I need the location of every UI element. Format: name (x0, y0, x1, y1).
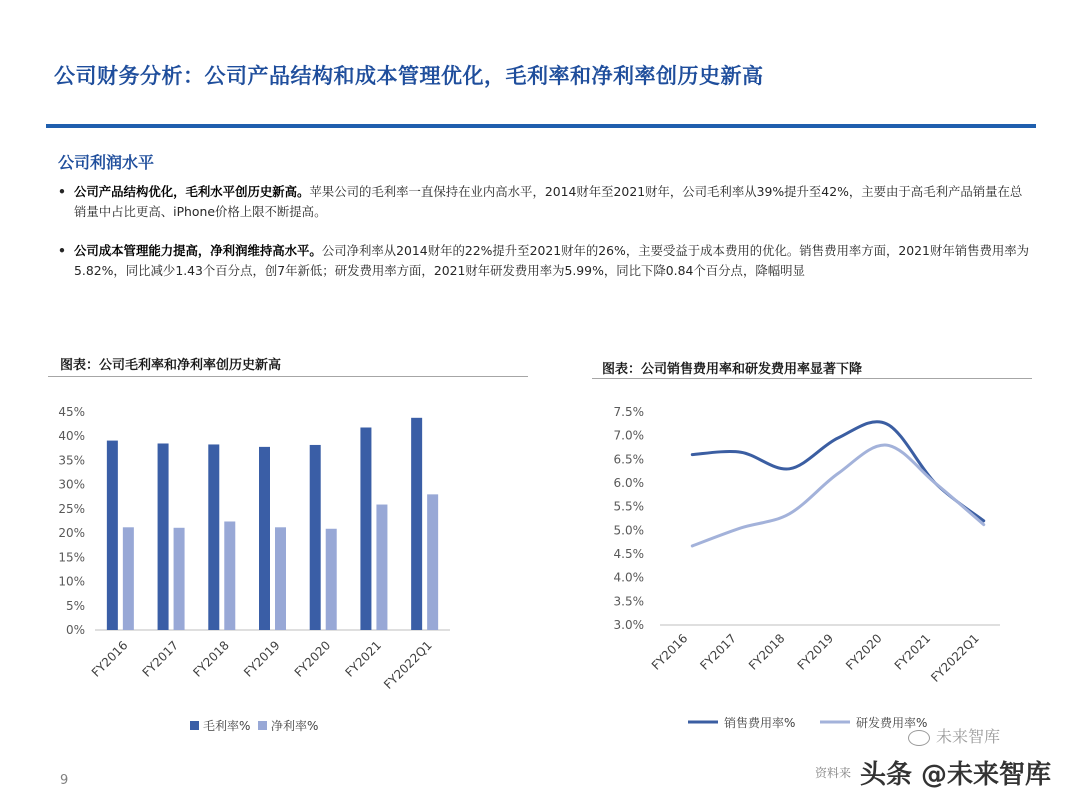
x-tick-label: FY2017 (139, 638, 182, 680)
bar (158, 443, 169, 630)
y-tick-label: 3.5% (613, 594, 644, 609)
bullet-lead: 公司成本管理能力提高，净利润维持高水平。 (74, 243, 322, 258)
legend-label: 研发费用率% (856, 716, 928, 730)
bullet-text: 苹果公司的毛利率一直保持在业内高水平，2014财年至2021财年，公司毛利率从39%提升至42%，主要由于高毛利产品销量在总销量中占比更高、iPhone价格上限不断提高。 (74, 184, 1023, 219)
title-rule (46, 124, 1036, 128)
bullet-text: 公司净利率从2014财年的22%提升至2021财年的26%，主要受益于成本费用的优化。销售费用率方面，2021财年销售费用率为5.82%，同比减少1.43个百分点，创7年新低；研发费用率方面，2021财年研发费用率为5.99%，同比下降0.84个百分点，降幅明显 (74, 243, 1030, 278)
wechat-watermark (908, 724, 1000, 747)
y-tick-label: 4.0% (613, 570, 644, 585)
x-tick-label: FY2019 (794, 631, 837, 673)
section-heading: 公司利润水平 (58, 153, 155, 172)
source-note: 资料来 (815, 766, 852, 780)
series-line (692, 422, 983, 521)
y-tick-label: 5.5% (613, 499, 644, 514)
y-tick-label: 7.0% (613, 428, 644, 443)
x-tick-label: FY2019 (241, 638, 283, 680)
caption-divider (592, 378, 1032, 379)
y-tick-label: 0% (65, 623, 85, 637)
y-tick-label: 30% (58, 477, 85, 492)
bar (376, 505, 387, 630)
slide-title: 公司财务分析：公司产品结构和成本管理优化，毛利率和净利率创历史新高 (54, 64, 764, 88)
bar (427, 494, 438, 630)
bar-chart-title: 图表：公司毛利率和净利率创历史新高 (60, 358, 282, 373)
bar (123, 527, 134, 630)
y-tick-label: 35% (58, 453, 85, 468)
bar (224, 521, 235, 630)
x-tick-label: FY2022Q1 (928, 631, 982, 685)
y-tick-label: 25% (58, 501, 85, 516)
toutiao-watermark: 头条 @未来智库 (860, 760, 1052, 790)
bar (174, 528, 185, 630)
bullet-item (58, 241, 1030, 281)
x-tick-label: FY2016 (648, 631, 691, 673)
y-tick-label: 5.0% (613, 523, 644, 538)
series-line (692, 445, 983, 546)
y-tick-label: 40% (58, 429, 85, 444)
legend-swatch (190, 721, 199, 730)
y-tick-label: 5% (65, 598, 85, 613)
y-tick-label: 7.5% (613, 405, 644, 419)
x-tick-label: FY2018 (745, 631, 788, 673)
bar (411, 418, 422, 630)
y-tick-label: 6.5% (613, 452, 644, 467)
caption-divider (48, 376, 528, 377)
margin-bar-chart (0, 390, 520, 750)
bar (107, 441, 118, 630)
y-tick-label: 10% (58, 574, 85, 589)
y-tick-label: 20% (58, 526, 85, 541)
y-tick-label: 4.5% (613, 547, 644, 561)
page-number: 9 (60, 773, 69, 788)
bar (310, 445, 321, 630)
bullet-dot: • (58, 184, 66, 199)
wechat-icon (908, 730, 930, 746)
x-tick-label: FY2020 (291, 638, 334, 680)
x-tick-label: FY2022Q1 (381, 638, 435, 692)
x-tick-label: FY2020 (843, 631, 885, 673)
y-tick-label: 15% (58, 550, 85, 565)
legend-label: 销售费用率% (724, 716, 796, 730)
bar (326, 529, 337, 630)
bullet-item (58, 182, 1030, 222)
legend-swatch (258, 721, 267, 730)
y-tick-label: 3.0% (613, 618, 644, 632)
y-tick-label: 6.0% (613, 476, 644, 490)
bullet-dot: • (58, 243, 66, 258)
bar (208, 444, 219, 630)
expense-line-chart (560, 390, 1060, 750)
x-tick-label: FY2017 (697, 631, 739, 673)
x-tick-label: FY2021 (891, 631, 934, 673)
legend-label: 净利率% (271, 719, 319, 733)
y-tick-label: 45% (58, 405, 85, 419)
bullet-lead: 公司产品结构优化，毛利水平创历史新高。 (74, 184, 310, 199)
x-tick-label: FY2016 (88, 638, 131, 680)
legend-label: 毛利率% (203, 719, 251, 733)
line-chart-title: 图表：公司销售费用率和研发费用率显著下降 (602, 362, 863, 377)
x-tick-label: FY2018 (190, 638, 232, 680)
bar (275, 527, 286, 630)
x-tick-label: FY2021 (342, 638, 385, 680)
wechat-watermark-text: 未来智库 (936, 727, 1001, 746)
bar (259, 447, 270, 630)
bar (360, 428, 371, 630)
